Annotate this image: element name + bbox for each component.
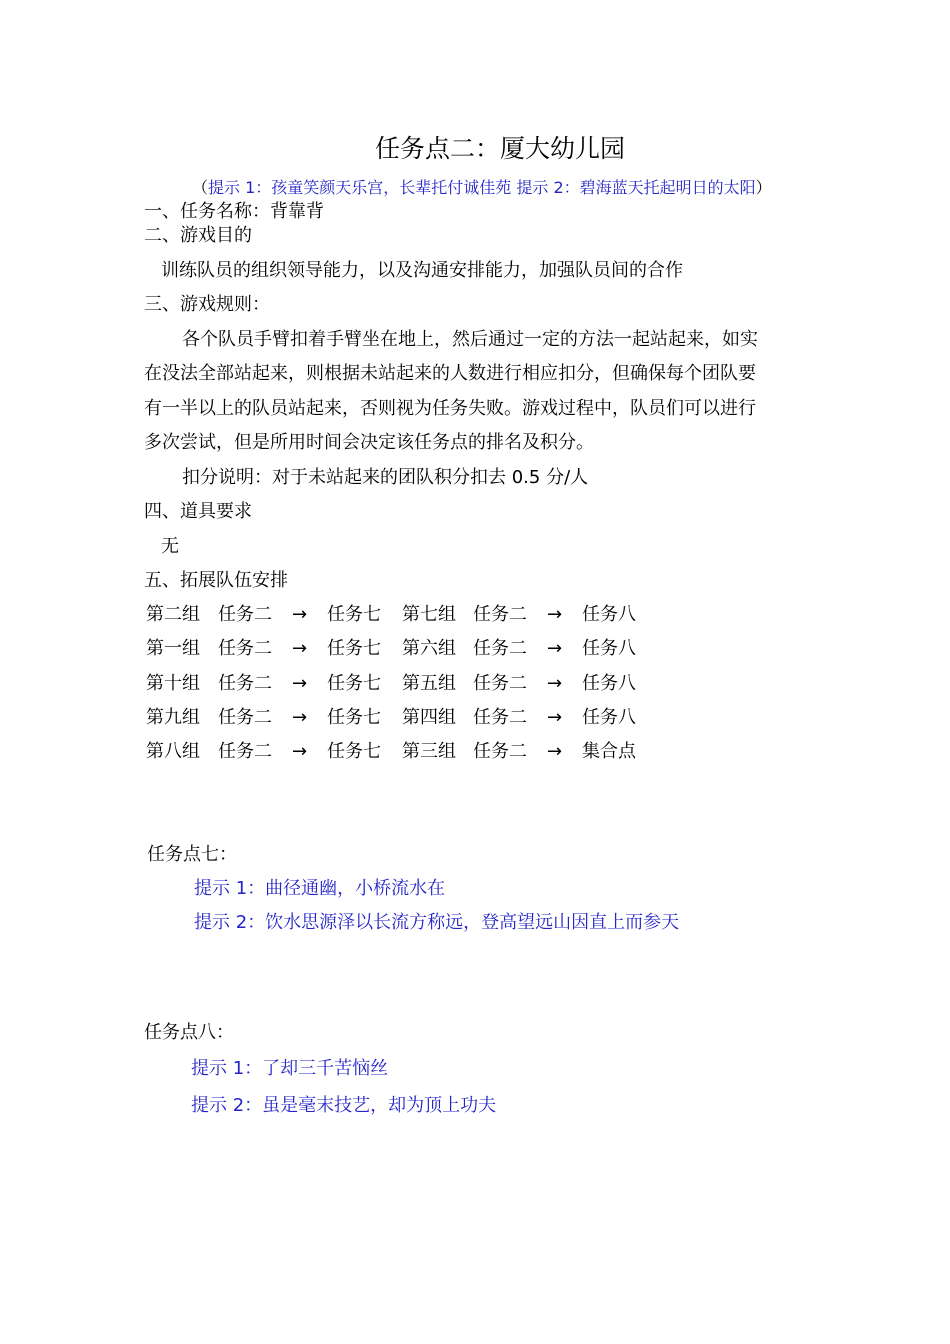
group-cell: 第九组 <box>146 707 200 728</box>
arrow-icon: → <box>547 604 563 625</box>
arrow-icon: → <box>547 741 563 762</box>
task-seven-hint-2: 提示 2：饮水思源泽以长流方称远，登高望远山因直上而参天 <box>194 912 680 933</box>
group-cell: 第四组 <box>402 707 456 728</box>
task-cell: 任务二 <box>473 638 527 659</box>
task-name-heading: 一、任务名称：背靠背 <box>144 201 324 222</box>
props-text: 无 <box>161 536 179 557</box>
group-cell: 第一组 <box>146 638 200 659</box>
arrangement-heading: 五、拓展队伍安排 <box>144 570 288 591</box>
arrow-icon: → <box>547 638 563 659</box>
task-cell: 任务八 <box>582 673 636 694</box>
arrow-icon: → <box>292 707 308 728</box>
title-hint <box>192 177 772 199</box>
arrow-icon: → <box>292 638 308 659</box>
rules-line: 有一半以上的队员站起来，否则视为任务失败。游戏过程中，队员们可以进行 <box>144 398 756 419</box>
task-eight-heading: 任务点八： <box>144 1022 234 1043</box>
task-cell: 任务二 <box>218 604 272 625</box>
hint-text: 提示 1：孩童笑颜天乐宫，长辈托付诚佳苑 提示 2：碧海蓝天托起明日的太阳 <box>208 178 756 197</box>
goal-text: 训练队员的组织领导能力，以及沟通安排能力，加强队员间的合作 <box>161 260 683 281</box>
group-cell: 第五组 <box>402 673 456 694</box>
task-cell: 任务二 <box>218 741 272 762</box>
group-cell: 第七组 <box>402 604 456 625</box>
arrow-icon: → <box>292 604 308 625</box>
props-heading: 四、道具要求 <box>144 501 252 522</box>
task-eight-hint-1: 提示 1：了却三千苦恼丝 <box>191 1058 389 1079</box>
rules-line: 多次尝试，但是所用时间会决定该任务点的排名及积分。 <box>144 432 594 453</box>
task-cell: 任务二 <box>218 673 272 694</box>
rules-line: 在没法全部站起来，则根据未站起来的人数进行相应扣分，但确保每个团队要 <box>144 363 756 384</box>
group-cell: 第三组 <box>402 741 456 762</box>
task-cell: 任务二 <box>473 707 527 728</box>
task-cell: 任务七 <box>327 604 381 625</box>
task-seven-heading: 任务点七： <box>147 844 237 865</box>
task-cell: 任务七 <box>327 741 381 762</box>
task-cell: 任务七 <box>327 638 381 659</box>
task-cell: 任务八 <box>582 604 636 625</box>
deduction-note: 扣分说明：对于未站起来的团队积分扣去 0.5 分/人 <box>182 467 589 488</box>
goal-heading: 二、游戏目的 <box>144 225 252 246</box>
arrow-icon: → <box>547 707 563 728</box>
task-cell: 任务七 <box>327 707 381 728</box>
rules-line: 各个队员手臂扣着手臂坐在地上，然后通过一定的方法一起站起来，如实 <box>182 329 758 350</box>
task-cell: 任务八 <box>582 638 636 659</box>
task-eight-hint-2: 提示 2：虽是毫末技艺，却为顶上功夫 <box>191 1095 497 1116</box>
task-cell: 集合点 <box>582 741 636 762</box>
task-seven-hint-1: 提示 1：曲径通幽，小桥流水在 <box>194 878 446 899</box>
arrow-icon: → <box>292 673 308 694</box>
group-cell: 第二组 <box>146 604 200 625</box>
task-cell: 任务二 <box>473 741 527 762</box>
hint-close-paren: ） <box>755 178 772 197</box>
task-cell: 任务八 <box>582 707 636 728</box>
task-cell: 任务二 <box>473 673 527 694</box>
hint-open-paren: （ <box>192 178 209 197</box>
group-cell: 第六组 <box>402 638 456 659</box>
group-cell: 第十组 <box>146 673 200 694</box>
rules-heading: 三、游戏规则： <box>144 294 270 315</box>
group-cell: 第八组 <box>146 741 200 762</box>
arrow-icon: → <box>547 673 563 694</box>
arrow-icon: → <box>292 741 308 762</box>
task-cell: 任务二 <box>218 638 272 659</box>
task-cell: 任务二 <box>473 604 527 625</box>
task-cell: 任务七 <box>327 673 381 694</box>
page-title: 任务点二：厦大幼儿园 <box>374 134 625 163</box>
task-cell: 任务二 <box>218 707 272 728</box>
